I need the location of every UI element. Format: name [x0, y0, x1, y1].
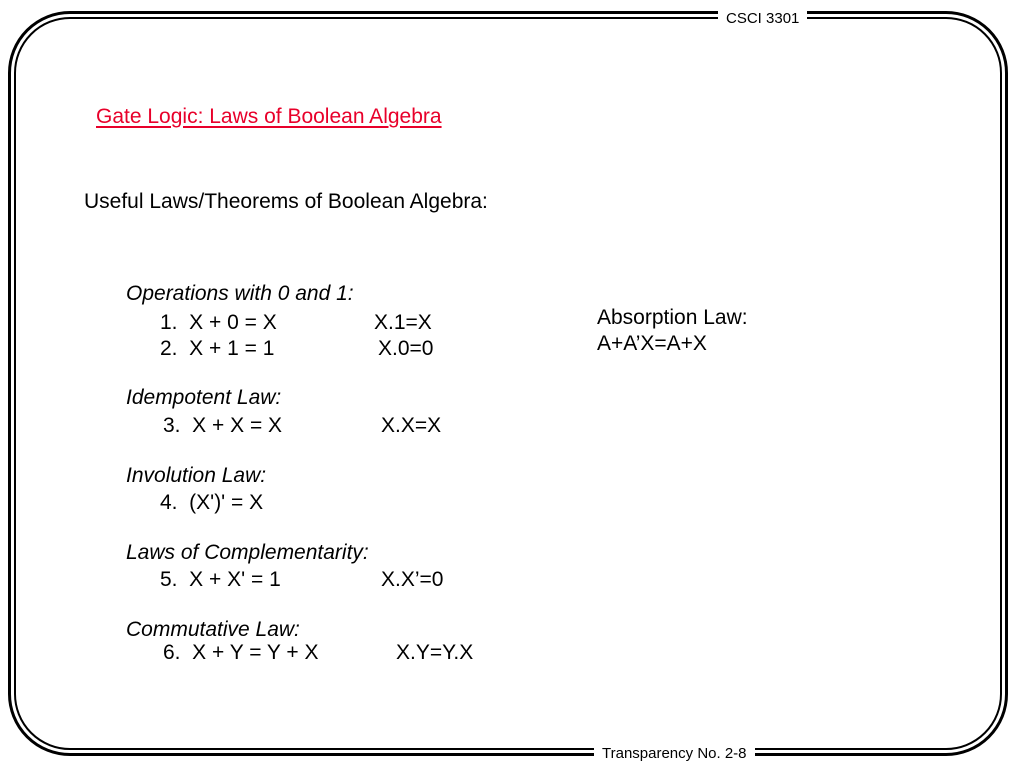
section-heading-operations: Operations with 0 and 1:	[126, 282, 354, 305]
law-3-or: 3. X + X = X	[163, 414, 283, 437]
law-6-and: X.Y=Y.X	[396, 641, 474, 664]
law-3-and: X.X=X	[381, 414, 442, 437]
law-1-or: 1. X + 0 = X	[160, 311, 277, 334]
law-4: 4. (X')' = X	[160, 491, 264, 514]
law-2-and: X.0=0	[378, 337, 434, 360]
section-heading-complementarity: Laws of Complementarity:	[126, 541, 369, 564]
section-heading-involution: Involution Law:	[126, 464, 267, 487]
law-6-or: 6. X + Y = Y + X	[163, 641, 319, 664]
course-label: CSCI 3301	[718, 10, 807, 28]
section-heading-idempotent: Idempotent Law:	[126, 386, 282, 409]
law-5-and: X.X’=0	[381, 568, 444, 591]
slide-subtitle: Useful Laws/Theorems of Boolean Algebra:	[84, 190, 488, 213]
law-5-or: 5. X + X' = 1	[160, 568, 281, 591]
absorption-heading: Absorption Law:	[597, 306, 748, 329]
absorption-formula: A+A’X=A+X	[597, 332, 707, 355]
law-2-or: 2. X + 1 = 1	[160, 337, 275, 360]
section-heading-commutative: Commutative Law:	[126, 618, 300, 641]
transparency-number: Transparency No. 2-8	[594, 745, 755, 763]
slide-title: Gate Logic: Laws of Boolean Algebra	[96, 105, 442, 128]
law-1-and: X.1=X	[374, 311, 432, 334]
